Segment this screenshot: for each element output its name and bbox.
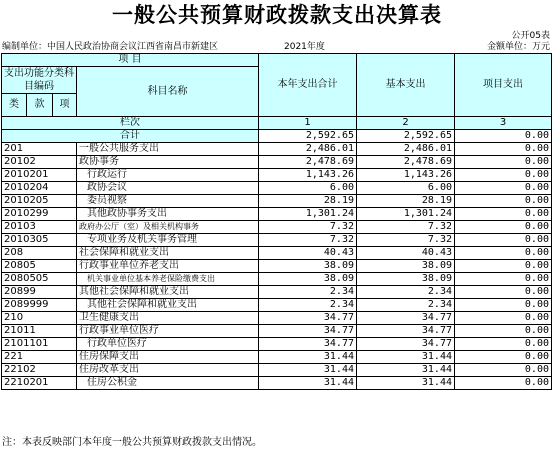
lei-header: 类 xyxy=(2,94,27,117)
table-row xyxy=(2,377,552,390)
subject-name: 其他社会保障和就业支出 xyxy=(77,299,259,312)
fiscal-year: 2021年度 xyxy=(284,42,325,52)
subject-code: 20103 xyxy=(2,221,77,234)
row-basic: 34.77 xyxy=(357,312,455,325)
table-row xyxy=(2,208,552,221)
row-total: 34.77 xyxy=(259,312,357,325)
row-project: 0.00 xyxy=(455,338,552,351)
subject-code: 2089999 xyxy=(2,299,77,312)
row-total: 2,478.69 xyxy=(259,156,357,169)
row-project: 0.00 xyxy=(455,221,552,234)
index-label: 栏次 xyxy=(2,117,259,130)
index-1: 1 xyxy=(259,117,357,130)
kuan-header: 款 xyxy=(27,94,53,117)
subject-name: 一般公共服务支出 xyxy=(77,143,259,156)
subject-code: 210 xyxy=(2,312,77,325)
row-project: 0.00 xyxy=(455,325,552,338)
table-row xyxy=(2,169,552,182)
table-row xyxy=(2,338,552,351)
row-project: 0.00 xyxy=(455,312,552,325)
table-number: 公开05表 xyxy=(511,31,550,41)
subject-name: 政协会议 xyxy=(77,182,259,195)
subject-name-header: 科目名称 xyxy=(77,67,259,117)
row-project: 0.00 xyxy=(455,260,552,273)
row-total: 38.09 xyxy=(259,260,357,273)
row-project: 0.00 xyxy=(455,208,552,221)
compiling-unit: 编制单位：中国人民政治协商会议江西省南昌市新建区 xyxy=(2,42,219,52)
subject-code: 2101101 xyxy=(2,338,77,351)
table-row xyxy=(2,273,552,286)
row-total: 2.34 xyxy=(259,286,357,299)
row-project: 0.00 xyxy=(455,234,552,247)
subject-code: 2010201 xyxy=(2,169,77,182)
row-basic: 38.09 xyxy=(357,260,455,273)
row-basic: 40.43 xyxy=(357,247,455,260)
table-row xyxy=(2,234,552,247)
subject-name: 行政单位医疗 xyxy=(77,338,259,351)
row-basic: 1,143.26 xyxy=(357,169,455,182)
table-row xyxy=(2,195,552,208)
subject-code: 2080505 xyxy=(2,273,77,286)
footnote: 注：本表反映部门本年度一般公共预算财政拨款支出情况。 xyxy=(2,437,262,448)
amount-unit: 金额单位：万元 xyxy=(486,42,550,52)
row-basic: 7.32 xyxy=(357,221,455,234)
table-row xyxy=(2,260,552,273)
header-row-1 xyxy=(2,54,552,67)
table-row xyxy=(2,312,552,325)
row-basic: 34.77 xyxy=(357,338,455,351)
table-row xyxy=(2,364,552,377)
subject-code: 208 xyxy=(2,247,77,260)
row-project: 0.00 xyxy=(455,182,552,195)
subject-name: 住房保障支出 xyxy=(77,351,259,364)
subject-code: 2010205 xyxy=(2,195,77,208)
subject-name: 行政事业单位养老支出 xyxy=(77,260,259,273)
budget-table xyxy=(1,53,552,390)
row-project: 0.00 xyxy=(455,299,552,312)
subject-code: 20805 xyxy=(2,260,77,273)
row-total: 7.32 xyxy=(259,234,357,247)
subject-name: 专项业务及机关事务管理 xyxy=(77,234,259,247)
row-basic: 34.77 xyxy=(357,325,455,338)
row-basic: 31.44 xyxy=(357,377,455,390)
row-total: 28.19 xyxy=(259,195,357,208)
row-project: 0.00 xyxy=(455,195,552,208)
row-basic: 6.00 xyxy=(357,182,455,195)
row-project: 0.00 xyxy=(455,156,552,169)
row-basic: 31.44 xyxy=(357,364,455,377)
row-project: 0.00 xyxy=(455,273,552,286)
row-project: 0.00 xyxy=(455,143,552,156)
subject-code: 2010299 xyxy=(2,208,77,221)
row-project: 0.00 xyxy=(455,351,552,364)
table-row xyxy=(2,247,552,260)
subject-code: 2010305 xyxy=(2,234,77,247)
subject-code: 201 xyxy=(2,143,77,156)
xiang-header: 项 xyxy=(53,94,77,117)
subject-name: 其他政协事务支出 xyxy=(77,208,259,221)
row-basic: 2,478.69 xyxy=(357,156,455,169)
row-total: 40.43 xyxy=(259,247,357,260)
subject-name: 住房公积金 xyxy=(77,377,259,390)
subject-name: 政府办公厅（室）及相关机构事务 xyxy=(77,221,259,234)
table-row xyxy=(2,286,552,299)
table-row xyxy=(2,182,552,195)
table-row xyxy=(2,156,552,169)
subject-code: 20102 xyxy=(2,156,77,169)
table-row xyxy=(2,299,552,312)
row-total: 1,143.26 xyxy=(259,169,357,182)
row-basic: 2,486.01 xyxy=(357,143,455,156)
row-total: 38.09 xyxy=(259,273,357,286)
row-total: 31.44 xyxy=(259,364,357,377)
row-basic: 7.32 xyxy=(357,234,455,247)
project-column-header: 项目支出 xyxy=(455,54,552,117)
subject-name: 政协事务 xyxy=(77,156,259,169)
subject-name: 行政运行 xyxy=(77,169,259,182)
index-3: 3 xyxy=(455,117,552,130)
row-total: 31.44 xyxy=(259,377,357,390)
row-total: 1,301.24 xyxy=(259,208,357,221)
subject-name: 委员视察 xyxy=(77,195,259,208)
subject-code: 2010204 xyxy=(2,182,77,195)
subject-code: 221 xyxy=(2,351,77,364)
subject-name: 其他社会保障和就业支出 xyxy=(77,286,259,299)
total-label: 合计 xyxy=(2,130,259,143)
total-project: 0.00 xyxy=(455,130,552,143)
row-project: 0.00 xyxy=(455,364,552,377)
row-project: 0.00 xyxy=(455,377,552,390)
row-total: 31.44 xyxy=(259,351,357,364)
table-row xyxy=(2,143,552,156)
row-basic: 1,301.24 xyxy=(357,208,455,221)
total-column-header: 本年支出合计 xyxy=(259,54,357,117)
table-row xyxy=(2,325,552,338)
item-group-header: 项 目 xyxy=(2,54,259,67)
row-total: 2.34 xyxy=(259,299,357,312)
row-total: 6.00 xyxy=(259,182,357,195)
subject-code: 22102 xyxy=(2,364,77,377)
row-basic: 38.09 xyxy=(357,273,455,286)
row-project: 0.00 xyxy=(455,247,552,260)
subject-name: 行政事业单位医疗 xyxy=(77,325,259,338)
page-title: 一般公共预算财政拨款支出决算表 xyxy=(112,3,442,27)
row-basic: 31.44 xyxy=(357,351,455,364)
basic-column-header: 基本支出 xyxy=(357,54,455,117)
subject-code: 20899 xyxy=(2,286,77,299)
row-total: 2,486.01 xyxy=(259,143,357,156)
total-row xyxy=(2,130,552,143)
index-row xyxy=(2,117,552,130)
row-total: 7.32 xyxy=(259,221,357,234)
row-project: 0.00 xyxy=(455,169,552,182)
subject-code: 2210201 xyxy=(2,377,77,390)
row-total: 34.77 xyxy=(259,338,357,351)
table-row xyxy=(2,221,552,234)
subject-name: 住房改革支出 xyxy=(77,364,259,377)
index-2: 2 xyxy=(357,117,455,130)
subject-name: 社会保障和就业支出 xyxy=(77,247,259,260)
func-class-header: 支出功能分类科目编码 xyxy=(2,67,77,94)
table-row xyxy=(2,351,552,364)
row-basic: 28.19 xyxy=(357,195,455,208)
subject-code: 21011 xyxy=(2,325,77,338)
row-basic: 2.34 xyxy=(357,286,455,299)
total-basic: 2,592.65 xyxy=(357,130,455,143)
row-basic: 2.34 xyxy=(357,299,455,312)
subject-name: 机关事业单位基本养老保险缴费支出 xyxy=(77,273,259,286)
subject-name: 卫生健康支出 xyxy=(77,312,259,325)
row-total: 34.77 xyxy=(259,325,357,338)
total-amount: 2,592.65 xyxy=(259,130,357,143)
row-project: 0.00 xyxy=(455,286,552,299)
